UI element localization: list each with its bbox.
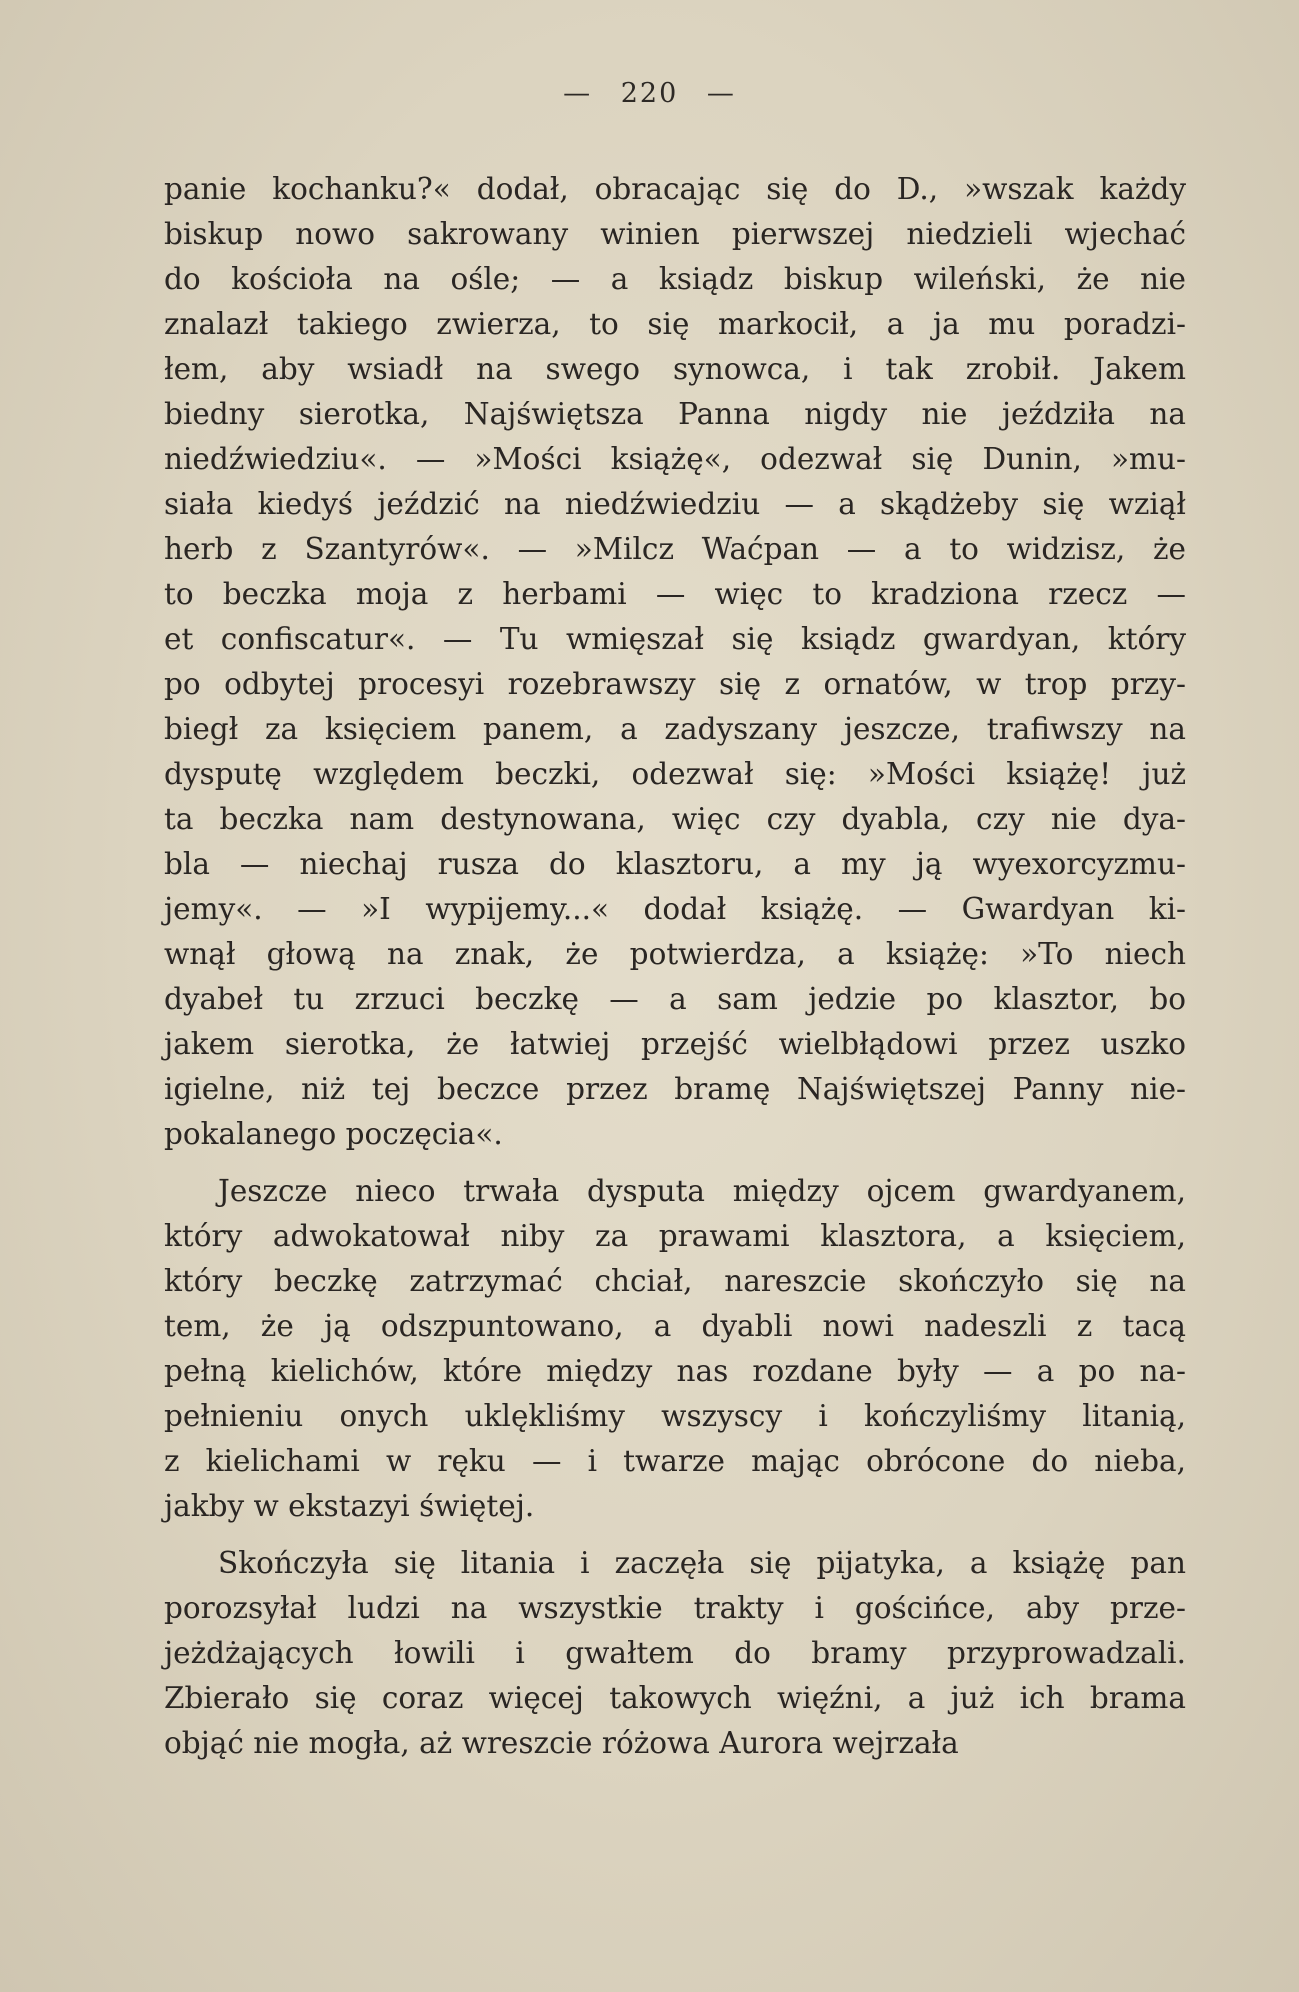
- paragraph: [164, 167, 1186, 1157]
- text-line: Zbierało się coraz więcej takowych więźni, a już ich brama: [164, 1681, 1186, 1715]
- text-line: siała kiedyś jeździć na niedźwiedziu — a skądżeby się wziął: [164, 487, 1186, 521]
- text-line: Jeszcze nieco trwała dysputa między ojcem gwardyanem,: [218, 1174, 1186, 1208]
- paragraph-gap: [164, 1157, 1186, 1169]
- text-line: znalazł takiego zwierza, to się markocił, a ja mu poradzi-: [164, 307, 1186, 341]
- text-line: jemy«. — »I wypijemy...« dodał książę. — Gwardyan ki-: [164, 892, 1186, 926]
- text-line: objąć nie mogła, aż wreszcie różowa Aurora wejrzała: [164, 1726, 959, 1760]
- text-line: tem, że ją odszpuntowano, a dyabli nowi nadeszli z tacą: [164, 1309, 1186, 1343]
- text-line: po odbytej procesyi rozebrawszy się z ornatów, w trop przy-: [164, 667, 1186, 701]
- text-line: do kościoła na ośle; — a ksiądz biskup wileński, że nie: [164, 262, 1186, 296]
- text-line: igielne, niż tej beczce przez bramę Najświętszej Panny nie-: [164, 1072, 1186, 1106]
- text-line: bla — niechaj rusza do klasztoru, a my ją wyexorcyzmu-: [164, 847, 1186, 881]
- text-line: panie kochanku?« dodał, obracając się do D., »wszak każdy: [164, 172, 1186, 206]
- paragraph-gap: [164, 1529, 1186, 1541]
- text-line: pełnieniu onych uklękliśmy wszyscy i kończyliśmy litanią,: [164, 1399, 1186, 1433]
- paragraph: [164, 1169, 1186, 1529]
- text-line: pokalanego poczęcia«.: [164, 1117, 503, 1151]
- text-line: który beczkę zatrzymać chciał, nareszcie skończyło się na: [164, 1264, 1186, 1298]
- text-line: biegł za księciem panem, a zadyszany jeszcze, trafiwszy na: [164, 712, 1186, 746]
- text-line: dyabeł tu zrzuci beczkę — a sam jedzie po klasztor, bo: [164, 982, 1186, 1016]
- text-line: herb z Szantyrów«. — »Milcz Waćpan — a to widzisz, że: [164, 532, 1186, 566]
- text-line: jakem sierotka, że łatwiej przejść wielbłądowi przez uszko: [164, 1027, 1186, 1061]
- text-line: et confiscatur«. — Tu wmięszał się ksiądz gwardyan, który: [164, 622, 1186, 656]
- text-line: niedźwiedziu«. — »Mości książę«, odezwał się Dunin, »mu-: [164, 442, 1186, 476]
- text-line: który adwokatował niby za prawami klasztora, a księciem,: [164, 1219, 1186, 1253]
- text-line: dysputę względem beczki, odezwał się: »Mości książę! już: [164, 757, 1186, 791]
- text-line: łem, aby wsiadł na swego synowca, i tak zrobił. Jakem: [164, 352, 1186, 386]
- text-line: jeżdżających łowili i gwałtem do bramy przyprowadzali.: [164, 1636, 1186, 1670]
- text-line: ta beczka nam destynowana, więc czy dyabla, czy nie dya-: [164, 802, 1186, 836]
- text-line: to beczka moja z herbami — więc to kradziona rzecz —: [164, 577, 1186, 611]
- text-line: wnął głową na znak, że potwierdza, a książę: »To niech: [164, 937, 1186, 971]
- text-line: Skończyła się litania i zaczęła się pijatyka, a książę pan: [218, 1546, 1186, 1580]
- text-line: jakby w ekstazyi świętej.: [164, 1489, 535, 1523]
- text-line: biedny sierotka, Najświętsza Panna nigdy nie jeździła na: [164, 397, 1186, 431]
- text-line: z kielichami w ręku — i twarze mając obrócone do nieba,: [164, 1444, 1186, 1478]
- text-line: porozsyłał ludzi na wszystkie trakty i gościńce, aby prze-: [164, 1591, 1186, 1625]
- text-line: pełną kielichów, które między nas rozdane były — a po na-: [164, 1354, 1186, 1388]
- text-line: biskup nowo sakrowany winien pierwszej niedzieli wjechać: [164, 217, 1186, 251]
- body-text: [164, 167, 1186, 1766]
- paragraph: [164, 1541, 1186, 1766]
- page-number: — 220 —: [563, 78, 736, 109]
